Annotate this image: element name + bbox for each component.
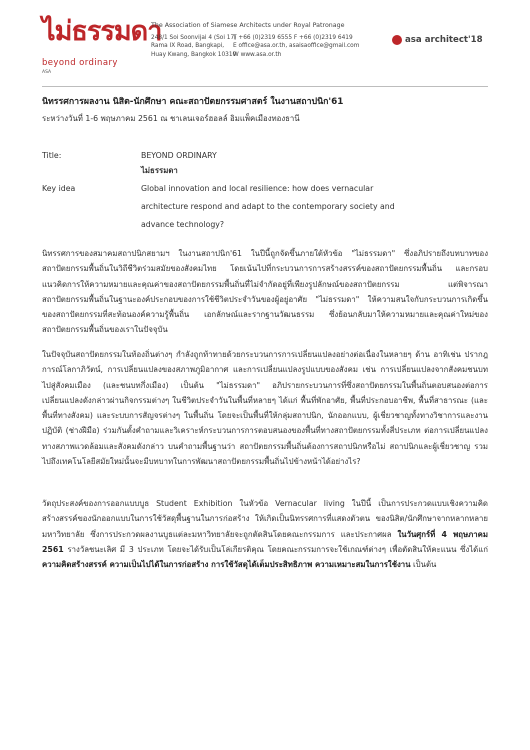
document-title: นิทรรศการผลงาน นิสิต-นักศึกษา คณะสถาปัตยกรรมศาสตร์ ในงานสถาปนิก'61 <box>42 97 344 107</box>
contact-line: W www.asa.or.th <box>233 51 282 58</box>
address-block <box>151 34 236 59</box>
paragraph-intro: นิทรรศการของสมาคมสถาปนิกสยามฯ ในงานสถาปนิก'61 ในปีนี้ถูกจัดขึ้นภายใต้หัวข้อ "ไม่ธรรมดา" ซึ่งอภิปรายถึงบทบาทของสถาปัตยกรรมพื้นถิ่นในวิถีชีวิตร่วมสมัยของสังคมไทย โดยเน้นไปที่กระบวนการการสร้างสรรค์ของสถาปัตยกรรมพื้นถิ่น และกรอบแนวคิดการให้ความหมายและคุณค่าของสถาปัตยกรรมพื้นถิ่นที่ไม่จำกัดอยู่ที่เพียงรูปลักษณ์ของสถาปัตยกรรม แต่พิจารณาสถาปัตยกรรมพื้นถิ่นในฐานะองค์ประกอบของการใช้ชีวิตประจำวันของผู้อยู่อาศัย "ไม่ธรรมดา" ให้ความสนใจกับกระบวนการเกิดขึ้นของสถาปัตยกรรมที่สะท้อนองค์ความรู้พื้นถิ่น เอกลักษณ์และรากฐานวัฒนธรรม ซึ่งย้อนกลับมาให้ความหมายและคุณค่าใหม่ของสถาปัตยกรรมพื้นถิ่นของเราในปัจจุบัน <box>42 249 488 335</box>
announcement-date: ในวันศุกร์ที่ 4 พฤษภาคม 2561 <box>42 529 488 554</box>
logo-subtitle: beyond ordinary <box>42 58 118 68</box>
contact-line: T +66 (0)2319 6555 F +66 (0)2319 6419 <box>233 35 353 41</box>
association-name: The Association of Siamese Architects under Royal Patronage <box>151 22 345 29</box>
key-idea-line: advance technology? <box>141 220 225 229</box>
contact-line: E office@asa.or.th, asaisaoffice@gmail.com <box>233 43 360 50</box>
key-idea-line: architecture respond and adapt to the contemporary society and <box>141 202 395 211</box>
objective-text: เป็นต้น <box>410 560 437 570</box>
logo-wordmark <box>42 18 161 46</box>
key-idea-line: Global innovation and local resilience: how does vernacular <box>141 184 374 193</box>
objective-text: รางวัลชนะเลิศ มี 3 ประเภท โดยจะได้รับเป็นโล่เกียรติคุณ โดยคณะกรรมการจะใช้เกณฑ์ต่างๆ เพื่อตัดสินให้คะแนน ซึ่งได้แก่ <box>63 544 488 554</box>
header-divider <box>42 86 488 87</box>
address-line: Rama IX Road, Bangkapi, <box>151 43 225 50</box>
address-line: 248/1 Soi Soonvijai 4 (Soi 17) <box>151 35 237 41</box>
asa-logo-icon <box>392 35 402 45</box>
objective-text: วัตถุประสงค์ของการออกแบบบูธ Student Exhibition ในหัวข้อ Vernacular living ในปีนี้ เป็นการประกวดแบบเชิงความคิดสร้างสรรค์ของนักออกแบบในการใช้วัสดุพื้นฐานในการก่อสร้าง ให้เกิดเป็นนิทรรศการที่แสดงตัวตน ของนิสิต/นักศึกษาจากหลากหลายมหาวิทยาลัย ซึ่งการประกวดผลงานบูธแต่ละมหาวิทยาลัยจะถูกตัดสินโดยคณะกรรมการ และประกาศผล <box>42 499 488 539</box>
event-mark: asa architect'18 <box>405 35 483 45</box>
logo-text: ไม่ธรรมดา <box>42 16 162 47</box>
judging-criteria: ความคิดสร้างสรรค์ ความเป็นไปได้ในการก่อสร้าง การใช้วัสดุได้เต็มประสิทธิภาพ ความเหมาะสมในการใช้งาน <box>42 560 411 570</box>
address-line: Huay Kwang, Bangkok 10310 <box>151 51 237 58</box>
title-value-en: BEYOND ORDINARY <box>141 151 217 160</box>
paragraph-context: ในปัจจุบันสถาปัตยกรรมในท้องถิ่นต่างๆ กำลังถูกท้าทายด้วยกระบวนการการเปลี่ยนแปลงอย่างต่อเนื่องในหลายๆ ด้าน อาทิเช่น ปรากฎการณ์โลกาภิวัตน์, การเปลี่ยนแปลงของสภาพภูมิอากาศ และการเปลี่ยนแปลงรูปแบบของสังคม เช่น การเปลี่ยนแปลงจากสังคมชนบทไปสู่สังคมเมือง (และชนบทกึ่งเมือง) เป็นต้น "ไม่ธรรมดา" อภิปรายกระบวนการที่ซึ่งสถาปัตยกรรมในพื้นถิ่นตอบสนองต่อการเปลี่ยนแปลงดังกล่าวผ่านกิจกรรมต่างๆ ในชีวิตประจำวันในพื้นที่หลายๆ ได้แก่ พื้นที่พักอาศัย, พื้นที่ประกอบอาชีพ, พื้นที่สาธารณะ (และพื้นที่ทางสังคม) และระบบการสัญจรต่างๆ ในพื้นถิ่น โดยจะเป็นพื้นที่ให้กลุ่มสถาปนิก, นักออกแบบ, ผู้เชี่ยวชาญทั้งทางวิชาการและงานปฏิบัติ (ช่างฝีมือ) ร่วมกันตั้งคำถามและวิเคราะห์กระบวนการการตอบสนองของพื้นที่ทางสถาปัตยกรรมทั้งสี่ประเภท ต่อการเปลี่ยนแปลงทางสภาพแวดล้อมและสังคมดังกล่าว บนคำถามพื้นฐานว่า สถาปัตยกรรมพื้นถิ่นต้องการสถาปนิกหรือไม่ สถาปนิกและผู้เชี่ยวชาญ รวมไปถึงเทคโนโลยีสมัยใหม่นั้นจะมีบทบาทในการพัฒนาสถาปัตยกรรมพื้นถิ่นไปข้างหน้าได้อย่างไร? <box>42 350 488 467</box>
contact-block <box>233 34 359 59</box>
title-value-th: ไม่ธรรมดา <box>141 166 178 175</box>
event-dateline: ระหว่างวันที่ 1-6 พฤษภาคม 2561 ณ ชาเลนเจอร์ฮอลล์ อิมแพ็คเมืองทองธานี <box>42 114 300 123</box>
title-label: Title: <box>42 151 62 160</box>
logo-asa-tag: ASA <box>42 70 52 75</box>
key-idea-label: Key idea <box>42 184 76 193</box>
paragraph-objective <box>42 496 488 572</box>
